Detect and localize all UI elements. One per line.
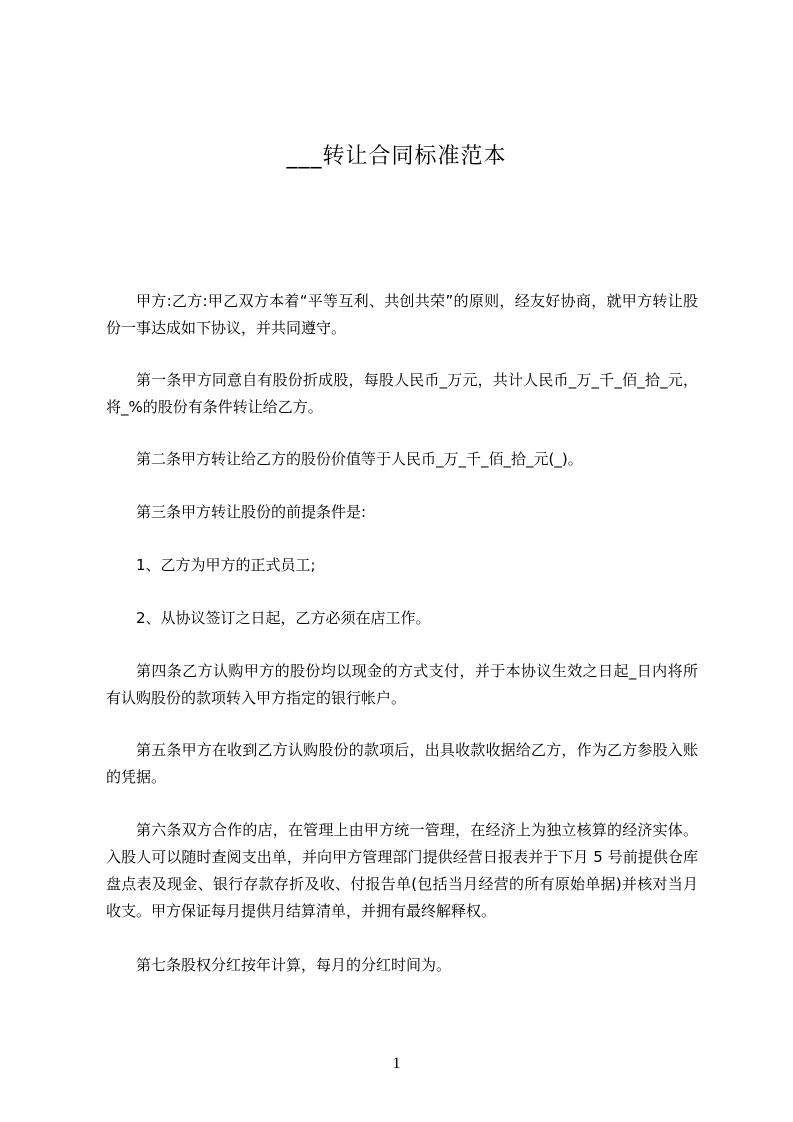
paragraph-article-3: 第三条甲方转让股份的前提条件是:	[136, 503, 367, 521]
paragraph-condition-2: 2、从协议签订之日起，乙方必须在店工作。	[136, 609, 431, 627]
paragraph-article-1: 第一条甲方同意自有股份折成股，每股人民币_万元，共计人民币_万_千_佰_拾_元，将_%的股份有条件转让给乙方。	[106, 371, 698, 416]
page-number: 1	[392, 1055, 401, 1072]
paragraph-preamble: 甲方:乙方:甲乙双方本着“平等互利、共创共荣”的原则，经友好协商，就甲方转让股份一事达成如下协议，并共同遵守。	[106, 292, 698, 337]
document-title: ___转让合同标准范本	[286, 144, 507, 169]
paragraph-article-4: 第四条乙方认购甲方的股份均以现金的方式支付，并于本协议生效之日起_日内将所有认购股份的款项转入甲方指定的银行帐户。	[106, 662, 698, 707]
paragraph-article-5: 第五条甲方在收到乙方认购股份的款项后，出具收款收据给乙方，作为乙方参股入账的凭据。	[106, 741, 698, 786]
paragraph-article-6: 第六条双方合作的店，在管理上由甲方统一管理，在经济上为独立核算的经济实体。入股人可以随时查阅支出单，并向甲方管理部门提供经营日报表并于下月 5 号前提供仓库盘点表及现金、银行存款存折及收、付报告单(包括当月经营的所有原始单据)并核对当月收支。甲方保证每月提供月结算清单，并拥有最终解释权。	[106, 821, 698, 920]
paragraph-condition-1: 1、乙方为甲方的正式员工;	[136, 556, 316, 574]
paragraph-article-2: 第二条甲方转让给乙方的股份价值等于人民币_万_千_佰_拾_元(_)。	[136, 450, 583, 468]
paragraph-article-7: 第七条股权分红按年计算，每月的分红时间为。	[136, 956, 452, 974]
